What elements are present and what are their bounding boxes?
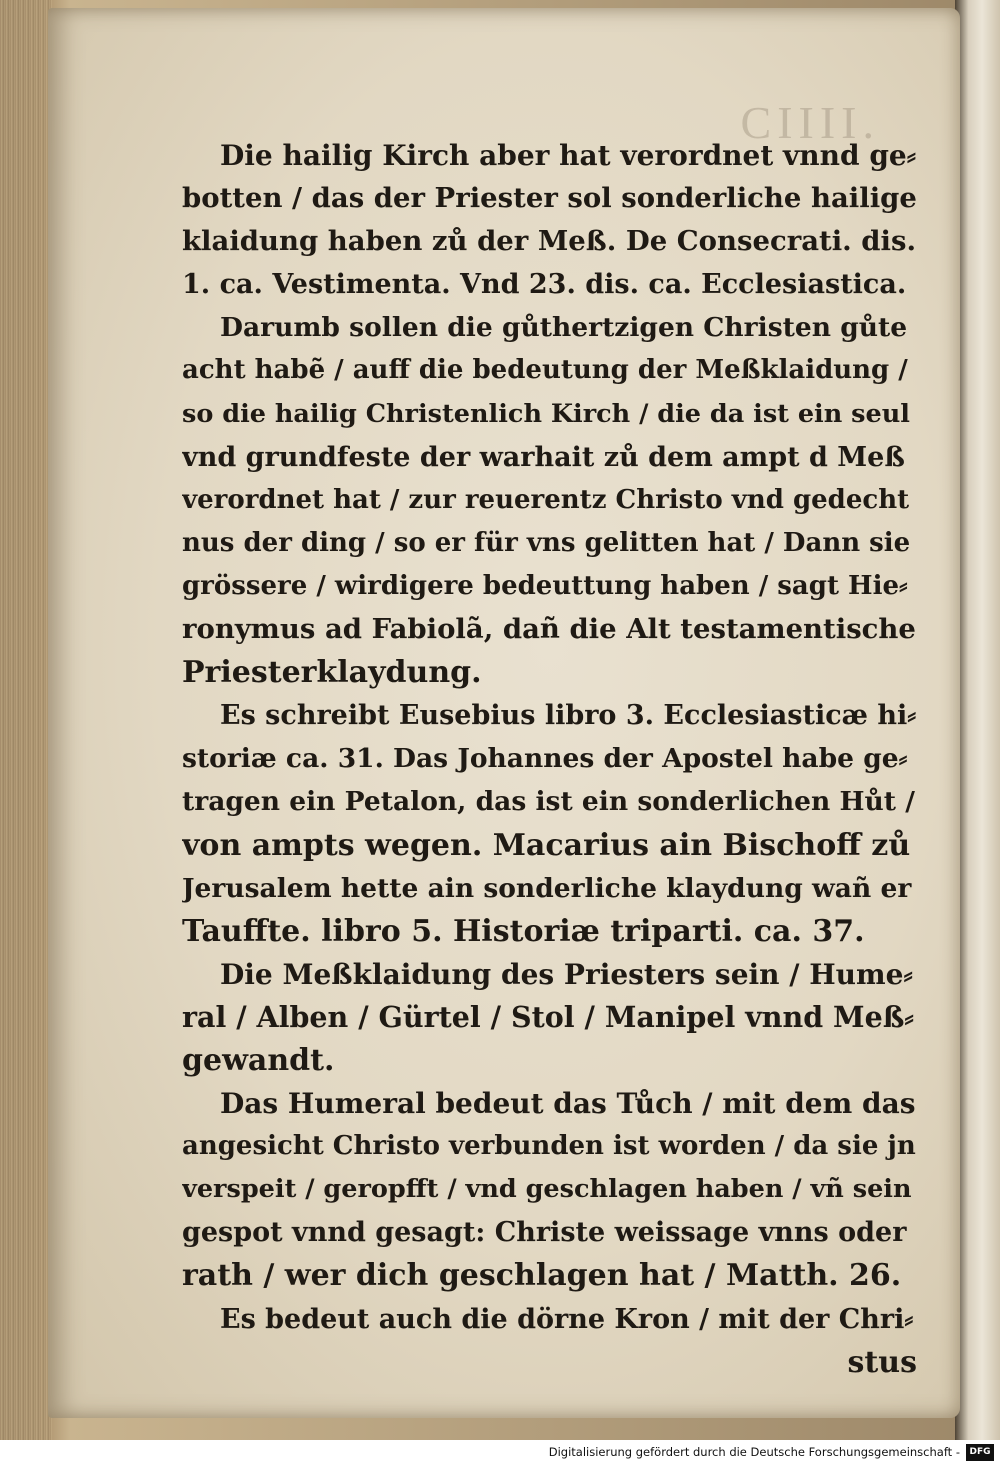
text-block [182,134,917,1384]
text-line: vnd grundfeste der warhait zů dem ampt d Meß [182,441,905,473]
text-line: Priesterklaydung. [182,655,482,691]
text-line: Die Meßklaidung des Priesters sein / Hume⸗ [220,957,913,991]
text-line: acht habẽ / auff die bedeutung der Meßklaidung / [182,355,908,386]
text-line: botten / das der Priester sol sonderliche hailige [182,182,917,215]
text-line: Darumb sollen die gůthertzigen Christen gůte [220,312,908,344]
text-line: klaidung haben zů der Meß. De Consecrati. dis. [182,225,917,258]
text-line: tragen ein Petalon, das ist ein sonderlichen Hůt / [182,786,915,818]
book-edge [0,0,52,1440]
text-line: storiæ ca. 31. Das Johannes der Apostel habe ge⸗ [182,743,908,775]
text-line: ral / Alben / Gürtel / Stol / Manipel vnnd Meß⸗ [182,999,914,1034]
folio-number: CIIII. [740,97,880,148]
text-line: 1. ca. Vestimenta. Vnd 23. dis. ca. Ecclesiastica. [182,269,907,301]
text-line: Es schreibt Eusebius libro 3. Ecclesiasticæ hi⸗ [220,700,917,732]
text-line: gewandt. [182,1042,335,1078]
facing-page-edge [955,0,1000,1440]
text-line: ronymus ad Fabiolã, dañ die Alt testamentische [182,613,916,646]
footer-banner [0,1440,1000,1466]
dfg-logo-icon: DFG [966,1444,994,1461]
text-line: verspeit / geropfft / vnd geschlagen haben / vñ sein [182,1174,912,1205]
text-line: Die hailig Kirch aber hat verordnet vnnd ge⸗ [220,139,917,172]
text-line: Es bedeut auch die dörne Kron / mit der Chri⸗ [220,1303,914,1335]
text-line: Tauffte. libro 5. Historiæ triparti. ca. 37. [182,913,865,949]
catchword: stus [847,1344,917,1380]
funding-notice: Digitalisierung gefördert durch die Deutsche Forschungsgemeinschaft - [548,1445,960,1459]
text-line: von ampts wegen. Macarius ain Bischoff zů [182,827,911,863]
text-line: nus der ding / so er für vns gelitten hat / Dann sie [182,527,911,558]
text-line: verordnet hat / zur reuerentz Christo vnd gedecht [182,484,910,515]
text-line: angesicht Christo verbunden ist worden / da sie jn [182,1131,916,1162]
text-line: so die hailig Christenlich Kirch / die da ist ein seul [182,398,910,429]
text-line: Jerusalem hette ain sonderliche klaydung wañ er [182,872,912,904]
text-line: Das Humeral bedeut das Tůch / mit dem das [220,1087,916,1121]
text-line: rath / wer dich geschlagen hat / Matth. 26. [182,1258,902,1294]
text-line: grössere / wirdigere bedeuttung haben / sagt Hie⸗ [182,570,908,601]
text-line: gespot vnnd gesagt: Christe weissage vnns oder [182,1217,907,1249]
